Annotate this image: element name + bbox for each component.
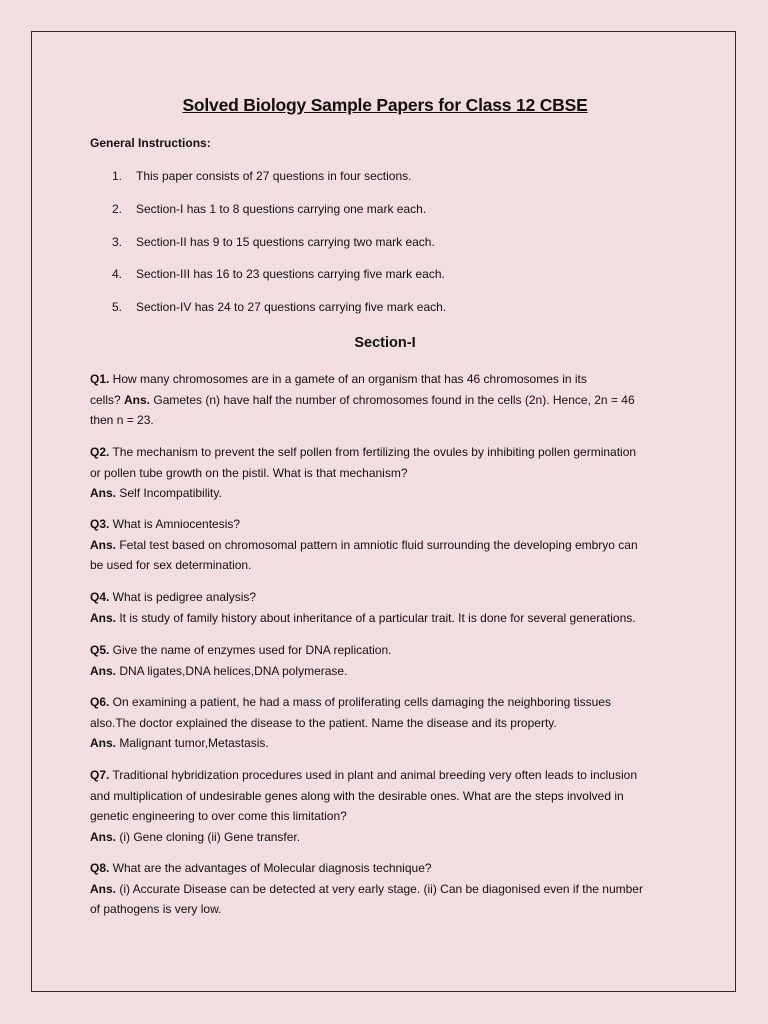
document-title: Solved Biology Sample Papers for Class 12 CBSE <box>182 95 588 115</box>
instruction-item <box>112 300 446 314</box>
instruction-item <box>112 267 445 281</box>
question-block <box>90 765 690 847</box>
answer-label: Ans. <box>90 610 117 625</box>
instruction-item <box>112 169 411 183</box>
question-text: How many chromosomes are in a gamete of an organism that has 46 chromosomes in its <box>109 372 587 386</box>
answer-line <box>90 827 690 848</box>
question-line <box>90 587 690 608</box>
answer-line <box>90 879 690 900</box>
question-text: What is pedigree analysis? <box>109 590 257 604</box>
answer-line <box>90 483 690 504</box>
answer-line <box>90 661 690 682</box>
question-label: Q6. <box>90 695 110 709</box>
answer-text: Malignant tumor,Metastasis. <box>116 736 269 750</box>
question-block <box>90 369 690 431</box>
instruction-number: 4. <box>112 267 123 281</box>
answer-text: of pathogens is very low. <box>90 902 222 916</box>
answer-text: Gametes (n) have half the number of chromosomes found in the cells (2n). Hence, 2n = 46 <box>150 392 635 407</box>
question-line <box>90 442 690 463</box>
question-line <box>90 692 690 713</box>
answer-text: then n = 23. <box>90 413 154 427</box>
question-line <box>90 640 690 661</box>
section-heading: Section-I <box>354 335 416 351</box>
question-text: The mechanism to prevent the self pollen from fertilizing the ovules by inhibiting pollen germination <box>109 445 637 459</box>
answer-text: Self Incompatibility. <box>116 486 222 500</box>
question-line <box>90 713 690 734</box>
question-text: On examining a patient, he had a mass of proliferating cells damaging the neighboring tissues <box>109 695 611 709</box>
question-block <box>90 640 690 681</box>
instruction-text: Section-I has 1 to 8 questions carrying one mark each. <box>136 202 427 216</box>
answer-label: Ans. <box>90 736 117 750</box>
answer-line <box>90 608 690 629</box>
question-text: What is Amniocentesis? <box>109 517 241 531</box>
instruction-text: Section-II has 9 to 15 questions carrying two mark each. <box>136 235 435 249</box>
answer-line <box>90 733 690 754</box>
instruction-number: 1. <box>112 169 123 183</box>
question-line <box>90 786 690 807</box>
answer-text: DNA ligates,DNA helices,DNA polymerase. <box>116 663 348 678</box>
question-label: Q3. <box>90 517 110 531</box>
question-label: Q8. <box>90 861 110 875</box>
instruction-text: Section-IV has 24 to 27 questions carrying five mark each. <box>136 300 447 314</box>
answer-label: Ans. <box>124 392 151 407</box>
question-line <box>90 369 690 390</box>
question-text: and multiplication of undesirable genes along with the desirable ones. What are the steps involved in <box>90 788 624 803</box>
question-text: genetic engineering to over come this limitation? <box>90 809 347 823</box>
question-label: Q7. <box>90 768 110 782</box>
question-block <box>90 858 690 920</box>
question-line <box>90 806 690 827</box>
question-line <box>90 463 690 484</box>
question-line <box>90 858 690 879</box>
instruction-item <box>112 235 435 249</box>
answer-line <box>90 899 690 920</box>
question-text: What are the advantages of Molecular diagnosis technique? <box>109 861 432 875</box>
instructions-heading: General Instructions: <box>90 136 211 150</box>
question-block <box>90 442 690 504</box>
instruction-number: 5. <box>112 300 123 314</box>
answer-label: Ans. <box>90 881 117 896</box>
answer-label: Ans. <box>90 829 117 844</box>
question-block <box>90 587 690 628</box>
question-label: Q1. <box>90 372 110 386</box>
answer-text: be used for sex determination. <box>90 558 252 572</box>
answer-line <box>90 535 690 556</box>
question-text: Traditional hybridization procedures used in plant and animal breeding very often leads to inclusion <box>109 768 637 782</box>
answer-line <box>90 555 690 576</box>
question-label: Q4. <box>90 590 110 604</box>
instruction-number: 3. <box>112 235 123 249</box>
instruction-item <box>112 202 426 216</box>
question-text: also.The doctor explained the disease to the patient. Name the disease and its property. <box>90 715 557 730</box>
question-text: Give the name of enzymes used for DNA replication. <box>109 643 392 657</box>
instruction-text: Section-III has 16 to 23 questions carrying five mark each. <box>136 267 445 281</box>
question-line <box>90 765 690 786</box>
question-text: cells? <box>90 392 125 407</box>
question-block <box>90 692 690 754</box>
question-line <box>90 390 690 411</box>
answer-label: Ans. <box>90 663 117 678</box>
question-label: Q2. <box>90 445 110 459</box>
answer-label: Ans. <box>90 486 117 500</box>
question-line <box>90 514 690 535</box>
instruction-text: This paper consists of 27 questions in four sections. <box>136 169 412 183</box>
answer-text: It is study of family history about inheritance of a particular trait. It is done for several generations. <box>116 610 636 625</box>
question-label: Q5. <box>90 643 110 657</box>
answer-label: Ans. <box>90 537 117 552</box>
question-block <box>90 514 690 576</box>
question-text: or pollen tube growth on the pistil. What is that mechanism? <box>90 465 408 480</box>
answer-line <box>90 410 690 431</box>
answer-text: (i) Accurate Disease can be detected at very early stage. (ii) Can be diagonised even if the number <box>116 881 643 896</box>
instruction-number: 2. <box>112 202 123 216</box>
answer-text: Fetal test based on chromosomal pattern in amniotic fluid surrounding the developing embryo can <box>116 537 638 552</box>
answer-text: (i) Gene cloning (ii) Gene transfer. <box>116 829 301 844</box>
